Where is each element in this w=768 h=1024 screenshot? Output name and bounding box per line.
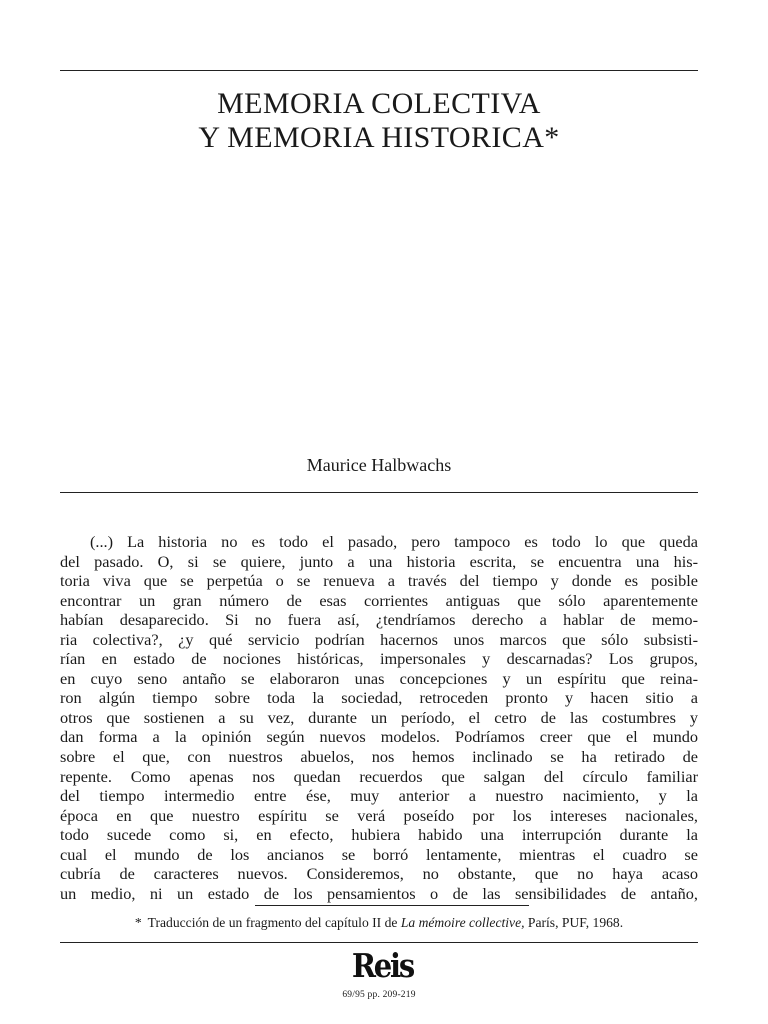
journal-logo: Reis [351, 946, 414, 985]
body-line: ria colectiva?, ¿y qué servicio podrían hacernos unos marcos que sólo subsisti- [60, 629, 698, 649]
body-line: sobre el que, con nuestros abuelos, nos hemos inclinado se ha retirado de [60, 747, 698, 767]
body-paragraph [60, 532, 698, 903]
footnote [60, 914, 698, 931]
body-line: todo sucede como si, en efecto, hubiera habido una interrupción durante la [60, 825, 698, 845]
body-line: dan forma a la opinión según nuevos modelos. Podríamos creer que el mundo [60, 727, 698, 747]
author-name: Maurice Halbwachs [306, 455, 452, 475]
title-line-2: Y MEMORIA HISTORICA* [198, 121, 560, 154]
body-line: época en que nuestro espíritu se verá poseído por los intereses nacionales, [60, 805, 698, 825]
body-line: del pasado. O, si se quiere, junto a una historia escrita, se encuentra una his- [60, 551, 698, 571]
body-line: ron algún tiempo sobre toda la sociedad, retroceden pronto y hacen sitio a [60, 688, 698, 708]
body-line: encontrar un gran número de esas corrientes antiguas que sólo aparentemente [60, 590, 698, 610]
body-line: cubría de caracteres nuevos. Consideremos, no obstante, que no haya acaso [60, 864, 698, 884]
top-rule [60, 70, 698, 71]
body-line: en cuyo seno antaño se elaboraron unas concepciones y un espíritu que reina- [60, 668, 698, 688]
page-reference: 69/95 pp. 209-219 [342, 990, 416, 1000]
body-line: (...) La historia no es todo el pasado, pero tampoco es todo lo que queda [90, 532, 698, 551]
footnote-text-before: Traducción de un fragmento del capítulo II de [147, 915, 401, 930]
body-line: habían desaparecido. Si no fuera así, ¿tendríamos derecho a hablar de memo- [60, 610, 698, 630]
body-line: otros que sostienen a su vez, durante un período, el cetro de las costumbres y [60, 707, 698, 727]
footnote-book-title: La mémoire collective, [400, 915, 525, 930]
body-line: cual el mundo de los ancianos se borró lentamente, mientras el cuadro se [60, 844, 698, 864]
title-line-1: MEMORIA COLECTIVA [217, 87, 541, 120]
body-line: toria viva que se perpetúa o se renueva a través del tiempo y donde es posible [60, 571, 698, 591]
footnote-rule [255, 905, 529, 906]
footnote-text-after: París, PUF, 1968. [524, 915, 624, 930]
footnote-mark: * [134, 915, 142, 930]
article-title [60, 87, 698, 155]
author-rule [60, 492, 698, 493]
body-line: un medio, ni un estado de los pensamientos o de las sensibilidades de antaño, [60, 883, 698, 903]
body-line: rían en estado de nociones históricas, impersonales y descarnadas? Los grupos, [60, 649, 698, 669]
bottom-rule [60, 942, 698, 943]
body-line: repente. Como apenas nos quedan recuerdos que salgan del círculo familiar [60, 766, 698, 786]
body-line: del tiempo intermedio entre ése, muy anterior a nuestro nacimiento, y la [60, 786, 698, 806]
